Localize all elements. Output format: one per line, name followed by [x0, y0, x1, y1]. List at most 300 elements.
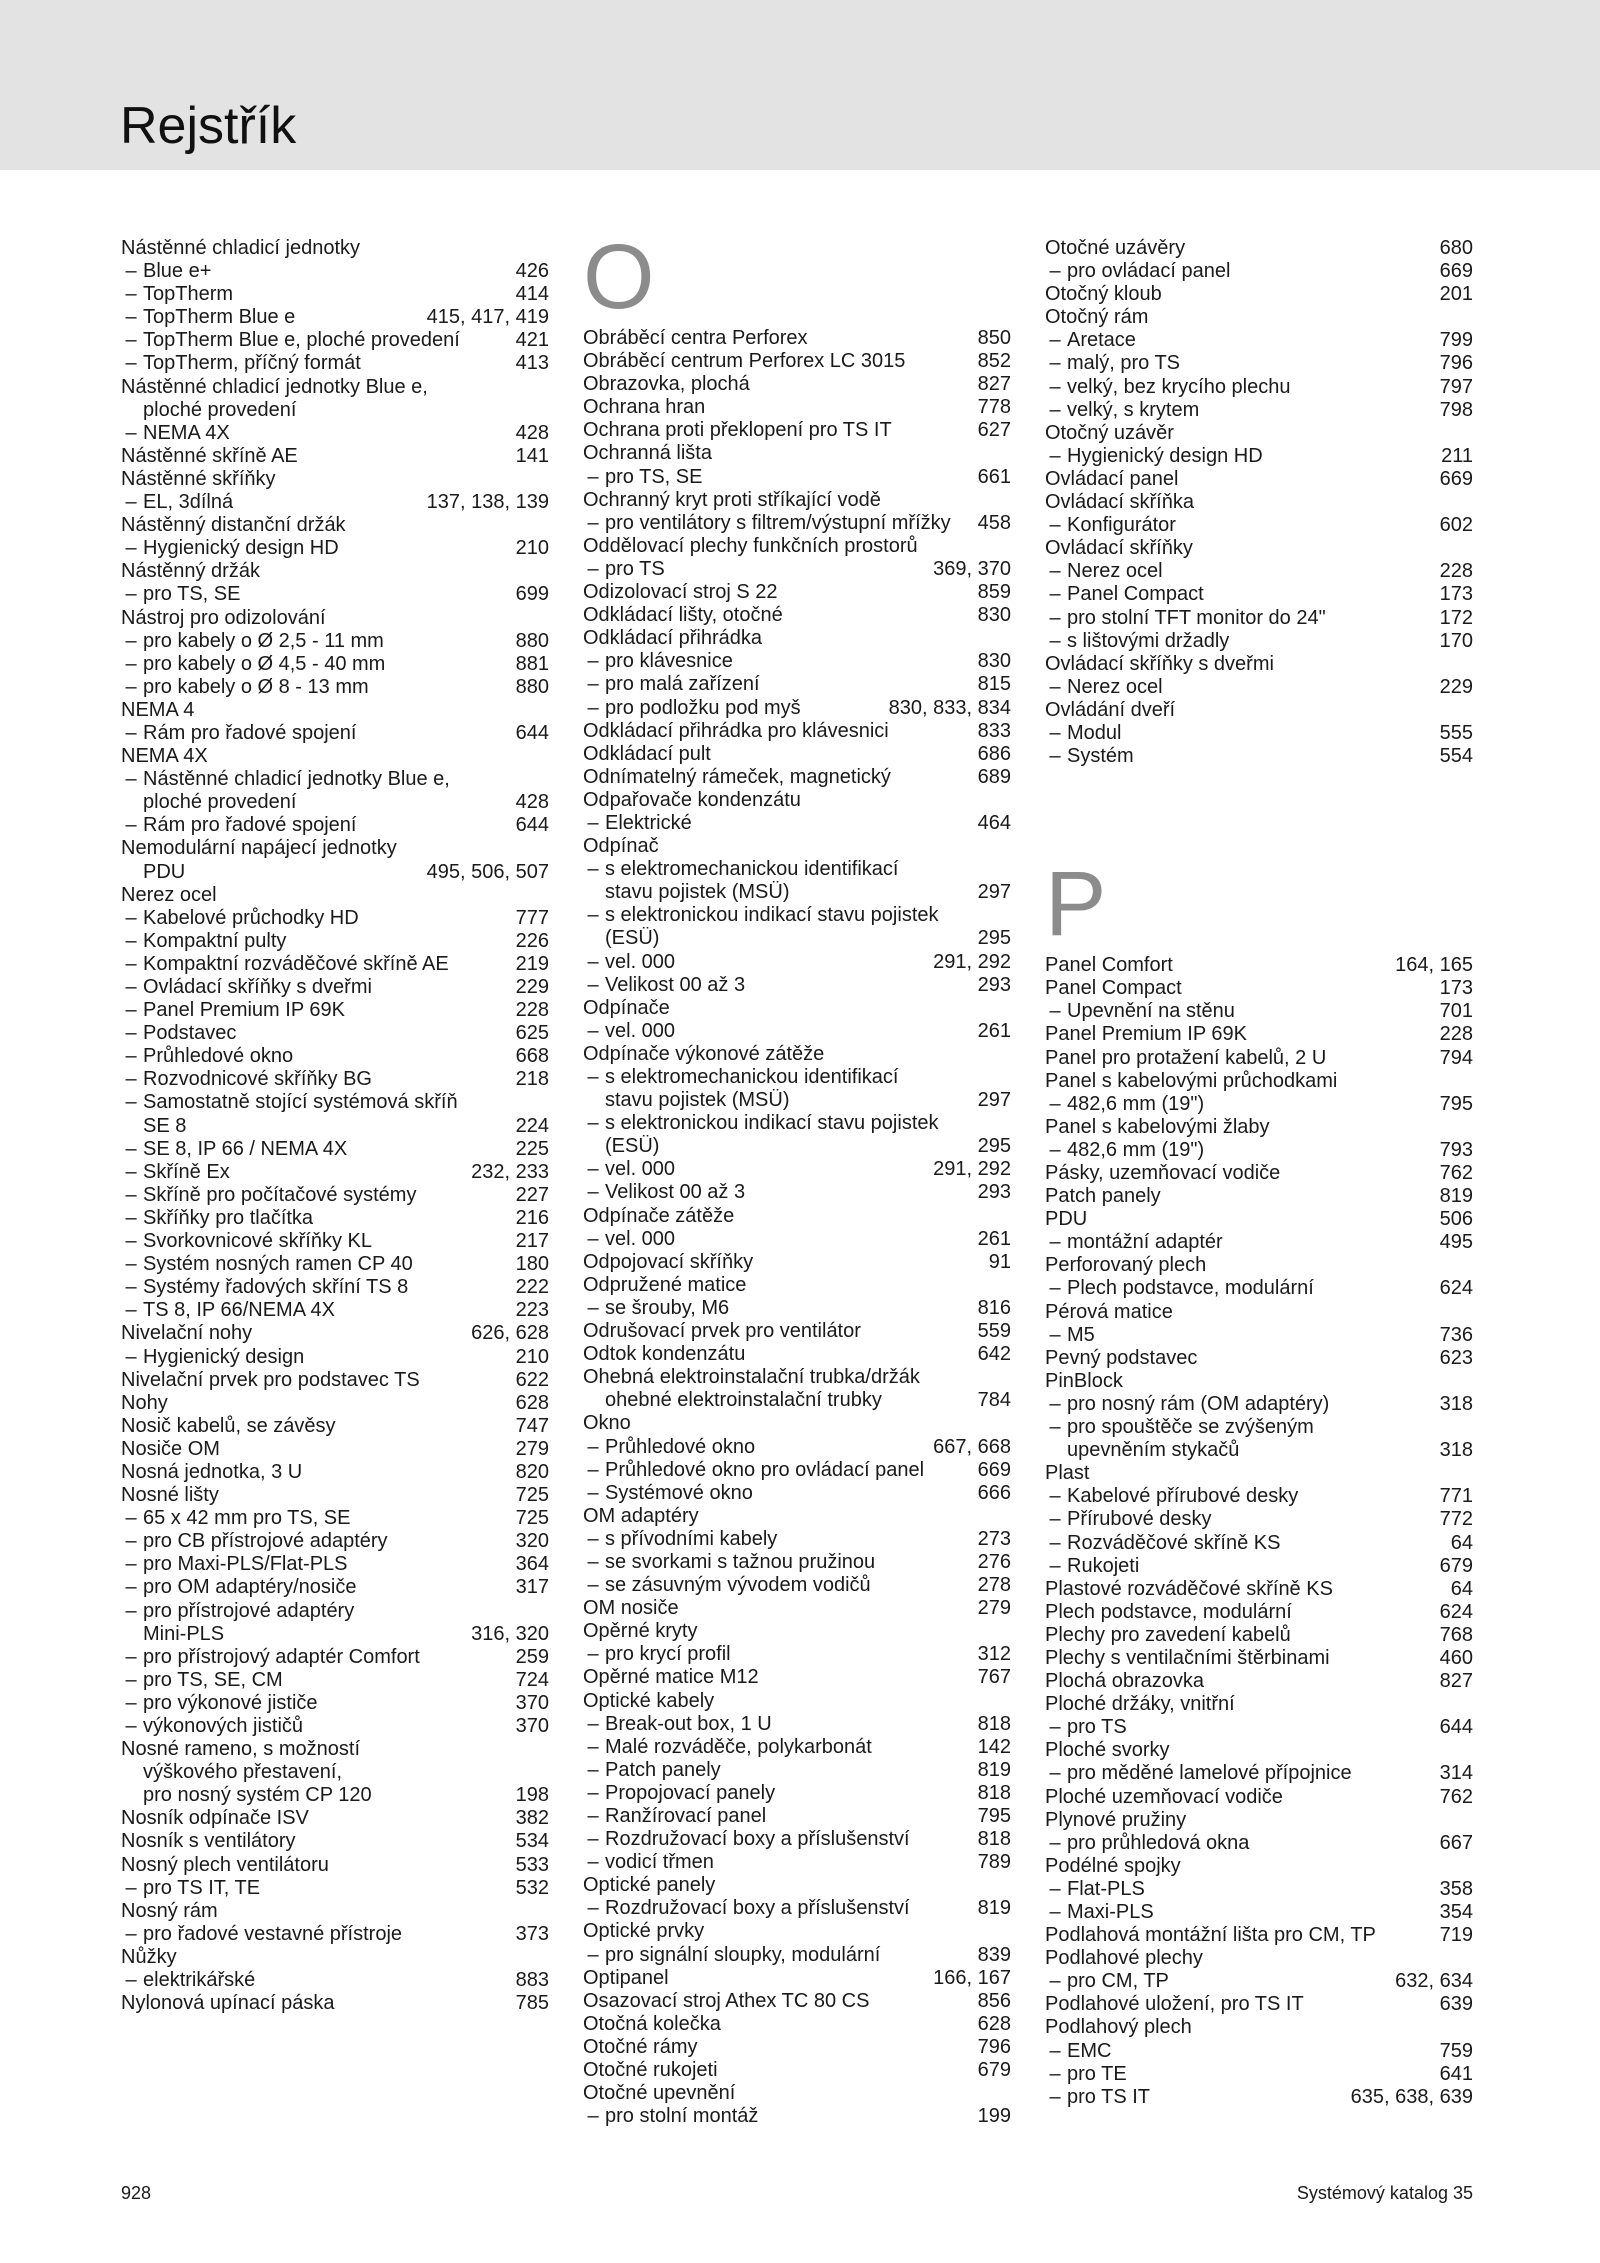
dash-marker: –	[1049, 398, 1061, 421]
index-entry	[121, 1461, 549, 1484]
dash-marker: –	[1049, 1762, 1061, 1785]
entry-pages: 228	[515, 999, 549, 1022]
index-subentry	[121, 630, 549, 653]
entry-pages: 293	[977, 973, 1011, 996]
index-entry	[583, 789, 1011, 812]
entry-pages: 641	[1439, 2062, 1473, 2085]
entry-pages: 796	[977, 2035, 1011, 2058]
dash-marker: –	[1049, 1531, 1061, 1554]
dash-marker: –	[125, 1576, 137, 1599]
dash-marker: –	[125, 1299, 137, 1322]
index-subentry	[583, 1158, 1011, 1181]
index-entry	[1045, 1162, 1473, 1185]
index-subentry	[1045, 607, 1473, 630]
index-subentry	[583, 1066, 1011, 1089]
index-entry	[583, 419, 1011, 442]
entry-term: Podlahová montážní lišta pro CM, TP	[1045, 1924, 1376, 1947]
dash-marker: –	[125, 1969, 137, 1992]
index-subentry	[121, 329, 549, 352]
index-subentry	[1045, 2040, 1473, 2063]
index-subentry	[121, 1115, 549, 1138]
dash-marker: –	[125, 1091, 137, 1114]
entry-term: Optické panely	[583, 1874, 716, 1897]
dash-marker: –	[587, 511, 599, 534]
dash-marker: –	[587, 1851, 599, 1874]
entry-term: Velikost 00 až 3	[605, 973, 746, 996]
index-entry	[121, 1415, 549, 1438]
entry-pages: 173	[1439, 583, 1473, 606]
entry-pages: 317	[515, 1576, 549, 1599]
entry-pages: 852	[977, 350, 1011, 373]
entry-pages: 293	[977, 1181, 1011, 1204]
dash-marker: –	[1049, 2039, 1061, 2062]
entry-pages: 767	[977, 1666, 1011, 1689]
index-entry	[583, 604, 1011, 627]
index-subentry	[121, 768, 549, 791]
index-entry	[583, 373, 1011, 396]
entry-pages: 785	[515, 1992, 549, 2015]
entry-term: (ESÜ)	[605, 1135, 660, 1158]
entry-term: velký, bez krycího plechu	[1067, 375, 1291, 398]
entry-term: Otočné rámy	[583, 2035, 698, 2058]
entry-pages: 370	[515, 1691, 549, 1714]
index-entry	[1045, 1116, 1473, 1139]
index-subentry	[583, 881, 1011, 904]
index-subentry	[121, 814, 549, 837]
entry-pages: 644	[515, 721, 549, 744]
index-entry	[121, 837, 549, 860]
index-subentry	[121, 1184, 549, 1207]
entry-term: Flat-PLS	[1067, 1877, 1145, 1900]
index-entry	[583, 1597, 1011, 1620]
entry-term: Pevný podstavec	[1045, 1346, 1198, 1369]
index-entry	[121, 607, 549, 630]
dash-marker: –	[125, 352, 137, 375]
dash-marker: –	[125, 537, 137, 560]
index-subentry	[1045, 583, 1473, 606]
index-subentry	[583, 951, 1011, 974]
index-subentry	[583, 650, 1011, 673]
dash-marker: –	[1049, 1323, 1061, 1346]
entry-term: pro nosný systém CP 120	[143, 1784, 372, 1807]
entry-pages: 777	[515, 906, 549, 929]
index-subentry	[121, 907, 549, 930]
entry-term: pro klávesnice	[605, 650, 733, 673]
entry-pages: 460	[1439, 1646, 1473, 1669]
entry-term: OM nosiče	[583, 1597, 679, 1620]
dash-marker: –	[1049, 260, 1061, 283]
entry-pages: 816	[977, 1296, 1011, 1319]
entry-term: Ochrana hran	[583, 396, 706, 419]
entry-term: Ploché svorky	[1045, 1739, 1170, 1762]
index-entry	[583, 2059, 1011, 2082]
index-subentry	[121, 976, 549, 999]
entry-term: Nohy	[121, 1391, 168, 1414]
index-subentry	[121, 1299, 549, 1322]
dash-marker: –	[125, 1068, 137, 1091]
dash-marker: –	[125, 1876, 137, 1899]
dash-marker: –	[125, 1553, 137, 1576]
index-subentry	[1045, 1485, 1473, 1508]
index-entry	[583, 489, 1011, 512]
index-entry	[1045, 1924, 1473, 1947]
index-subentry	[1045, 722, 1473, 745]
entry-pages: 622	[515, 1368, 549, 1391]
entry-pages: 632, 634	[1395, 1970, 1473, 1993]
index-subentry	[121, 306, 549, 329]
entry-pages: 173	[1439, 977, 1473, 1000]
dash-marker: –	[125, 283, 137, 306]
entry-term: Rozdružovací boxy a příslušenství	[605, 1828, 910, 1851]
entry-pages: 771	[1439, 1485, 1473, 1508]
index-subentry	[1045, 1762, 1473, 1785]
entry-term: (ESÜ)	[605, 927, 660, 950]
index-entry	[1045, 1670, 1473, 1693]
entry-pages: 170	[1439, 629, 1473, 652]
index-entry	[1045, 1301, 1473, 1324]
entry-pages: 222	[515, 1276, 549, 1299]
index-entry	[583, 442, 1011, 465]
dash-marker: –	[587, 858, 599, 881]
dash-marker: –	[1049, 583, 1061, 606]
entry-term: Ovládací skříňky s dveřmi	[1045, 652, 1274, 675]
entry-term: Odnímatelný rámeček, magnetický	[583, 765, 891, 788]
index-entry	[121, 1392, 549, 1415]
entry-term: Rám pro řadové spojení	[143, 721, 357, 744]
index-entry	[583, 720, 1011, 743]
index-section	[1045, 853, 1473, 2109]
entry-term: Konfigurátor	[1067, 514, 1176, 537]
entry-pages: 373	[515, 1922, 549, 1945]
entry-term: velký, s krytem	[1067, 398, 1200, 421]
entry-pages: 747	[515, 1414, 549, 1437]
entry-pages: 736	[1439, 1323, 1473, 1346]
entry-pages: 555	[1439, 721, 1473, 744]
index-subentry	[121, 1022, 549, 1045]
entry-pages: 291, 292	[933, 1158, 1011, 1181]
index-entry	[121, 1807, 549, 1830]
entry-term: Ochranný kryt proti stříkající vodě	[583, 488, 881, 511]
entry-term: Samostatně stojící systémová skříň	[143, 1091, 458, 1114]
dash-marker: –	[125, 306, 137, 329]
entry-term: Rozvodnicové skříňky BG	[143, 1068, 372, 1091]
entry-pages: 669	[1439, 467, 1473, 490]
index-subentry	[121, 1553, 549, 1576]
index-subentry	[121, 653, 549, 676]
entry-term: Pérová matice	[1045, 1300, 1173, 1323]
index-section	[1045, 237, 1473, 768]
entry-term: TopTherm	[143, 283, 234, 306]
entry-pages: 64	[1450, 1531, 1473, 1554]
entry-term: Nástěnný držák	[121, 560, 260, 583]
index-entry	[583, 1043, 1011, 1066]
entry-pages: 295	[977, 1135, 1011, 1158]
entry-pages: 261	[977, 1019, 1011, 1042]
entry-pages: 883	[515, 1969, 549, 1992]
index-subentry	[583, 1112, 1011, 1135]
entry-pages: 532	[515, 1876, 549, 1899]
index-entry	[121, 468, 549, 491]
entry-pages: 624	[1439, 1600, 1473, 1623]
entry-pages: 772	[1439, 1508, 1473, 1531]
entry-term: Odrušovací prvek pro ventilátor	[583, 1320, 861, 1343]
dash-marker: –	[587, 1296, 599, 1319]
entry-term: Nosné lišty	[121, 1484, 219, 1507]
entry-pages: 839	[977, 1943, 1011, 1966]
index-subentry	[121, 722, 549, 745]
index-entry	[1045, 1993, 1473, 2016]
entry-term: Obráběcí centra Perforex	[583, 327, 808, 349]
entry-term: Otočný uzávěr	[1045, 421, 1174, 444]
index-subentry	[1045, 1139, 1473, 1162]
entry-pages: 228	[1439, 560, 1473, 583]
entry-term: Nosiče OM	[121, 1437, 220, 1460]
entry-term: Plastové rozváděčové skříně KS	[1045, 1577, 1333, 1600]
index-entry	[1045, 1023, 1473, 1046]
entry-pages: 679	[977, 2059, 1011, 2082]
entry-term: Ochrana proti překlopení pro TS IT	[583, 419, 892, 442]
entry-pages: 794	[1439, 1046, 1473, 1069]
entry-term: pro ovládací panel	[1067, 260, 1231, 283]
dash-marker: –	[587, 650, 599, 673]
dash-marker: –	[587, 1112, 599, 1135]
index-subentry	[1045, 1555, 1473, 1578]
dash-marker: –	[125, 721, 137, 744]
entry-term: s přívodními kabely	[605, 1527, 778, 1550]
index-subentry	[1045, 1393, 1473, 1416]
entry-pages: 818	[977, 1712, 1011, 1735]
index-subentry	[1045, 260, 1473, 283]
entry-term: Nivelační nohy	[121, 1322, 253, 1345]
dash-marker: –	[1049, 629, 1061, 652]
entry-term: montážní adaptér	[1067, 1231, 1223, 1254]
entry-pages: 421	[515, 329, 549, 352]
entry-term: Nástěnné chladicí jednotky	[121, 237, 361, 259]
index-subentry	[1045, 514, 1473, 537]
entry-term: s elektromechanickou identifikací	[605, 858, 899, 881]
index-entry	[121, 560, 549, 583]
entry-term: Podlahové uložení, pro TS IT	[1045, 1993, 1304, 2016]
entry-term: pro Maxi-PLS/Flat-PLS	[143, 1553, 348, 1576]
index-subentry	[121, 260, 549, 283]
entry-pages: 291, 292	[933, 950, 1011, 973]
entry-pages: 295	[977, 927, 1011, 950]
entry-term: Otočné uzávěry	[1045, 237, 1186, 259]
entry-term: Nůžky	[121, 1945, 177, 1968]
dash-marker: –	[587, 1019, 599, 1042]
index-entry	[583, 1874, 1011, 1897]
entry-pages: 624	[1439, 1277, 1473, 1300]
entry-term: Systémové okno	[605, 1481, 753, 1504]
entry-term: Okno	[583, 1412, 631, 1435]
index-column-2	[583, 226, 1011, 2128]
entry-pages: 724	[515, 1668, 549, 1691]
index-entry	[1045, 1047, 1473, 1070]
dash-marker: –	[587, 1943, 599, 1966]
index-subentry	[121, 1138, 549, 1161]
entry-pages: 91	[988, 1250, 1011, 1273]
entry-pages: 819	[1439, 1185, 1473, 1208]
entry-term: Plynové pružiny	[1045, 1808, 1187, 1831]
dash-marker: –	[125, 1530, 137, 1553]
index-subentry	[121, 676, 549, 699]
index-entry	[1045, 1786, 1473, 1809]
index-subentry	[1045, 352, 1473, 375]
entry-pages: 818	[977, 1781, 1011, 1804]
index-subentry	[583, 1297, 1011, 1320]
entry-pages: 316, 320	[471, 1622, 549, 1645]
index-subentry	[121, 1230, 549, 1253]
entry-pages: 850	[977, 327, 1011, 349]
entry-term: Podstavec	[143, 1022, 237, 1045]
entry-term: Osazovací stroj Athex TC 80 CS	[583, 1989, 870, 2012]
entry-term: výškového přestavení,	[143, 1761, 342, 1784]
entry-pages: 276	[977, 1550, 1011, 1573]
dash-marker: –	[125, 1645, 137, 1668]
index-entry	[121, 1854, 549, 1877]
entry-term: PDU	[143, 860, 186, 883]
entry-pages: 142	[977, 1735, 1011, 1758]
index-entry	[121, 745, 549, 768]
dash-marker: –	[587, 1527, 599, 1550]
entry-term: Obrazovka, plochá	[583, 373, 750, 396]
index-subentry	[583, 1851, 1011, 1874]
dash-marker: –	[587, 1227, 599, 1250]
dash-marker: –	[587, 1781, 599, 1804]
entry-pages: 297	[977, 1089, 1011, 1112]
index-subentry	[583, 1389, 1011, 1412]
entry-pages: 166, 167	[933, 1966, 1011, 1989]
entry-pages: 666	[977, 1481, 1011, 1504]
entry-term: upevněním stykačů	[1067, 1439, 1240, 1462]
index-entry	[1045, 1578, 1473, 1601]
index-subentry	[121, 399, 549, 422]
entry-term: Odkládací přihrádka	[583, 627, 762, 650]
dash-marker: –	[1049, 375, 1061, 398]
entry-term: s elektromechanickou identifikací	[605, 1066, 899, 1088]
entry-term: Skříňky pro tlačítka	[143, 1206, 314, 1229]
entry-pages: 819	[977, 1758, 1011, 1781]
entry-term: Nosný plech ventilátoru	[121, 1853, 329, 1876]
index-subentry	[583, 812, 1011, 835]
entry-pages: 559	[977, 1320, 1011, 1343]
dash-marker: –	[587, 673, 599, 696]
entry-pages: 506	[1439, 1208, 1473, 1231]
index-subentry	[1045, 1000, 1473, 1023]
entry-pages: 820	[515, 1460, 549, 1483]
index-subentry	[1045, 676, 1473, 699]
entry-term: Plast	[1045, 1462, 1090, 1485]
entry-term: Podlahový plech	[1045, 2016, 1192, 2039]
entry-pages: 798	[1439, 398, 1473, 421]
entry-term: NEMA 4X	[121, 745, 208, 768]
index-subentry	[583, 858, 1011, 881]
entry-term: pro malá zařízení	[605, 673, 760, 696]
index-entry	[583, 535, 1011, 558]
entry-term: Panel Premium IP 69K	[143, 999, 345, 1022]
entry-pages: 881	[515, 652, 549, 675]
index-subentry	[583, 1782, 1011, 1805]
entry-term: pro měděné lamelové přípojnice	[1067, 1762, 1352, 1785]
index-subentry	[121, 537, 549, 560]
entry-pages: 364	[515, 1553, 549, 1576]
dash-marker: –	[1049, 1716, 1061, 1739]
entry-term: Hygienický design HD	[1067, 444, 1263, 467]
dash-marker: –	[125, 629, 137, 652]
index-entry	[583, 1343, 1011, 1366]
index-subentry	[583, 1020, 1011, 1043]
index-subentry	[121, 1646, 549, 1669]
entry-pages: 795	[977, 1805, 1011, 1827]
entry-term: Otočný rám	[1045, 306, 1149, 329]
entry-term: pro TS	[605, 557, 665, 580]
dash-marker: –	[125, 1507, 137, 1530]
entry-term: Ranžírovací panel	[605, 1805, 767, 1827]
index-subentry	[1045, 560, 1473, 583]
index-entry	[583, 835, 1011, 858]
entry-pages: 320	[515, 1530, 549, 1553]
index-subentry	[121, 999, 549, 1022]
entry-pages: 369, 370	[933, 557, 1011, 580]
index-entry	[583, 1412, 1011, 1435]
index-subentry	[1045, 1970, 1473, 1993]
entry-term: Nosná jednotka, 3 U	[121, 1460, 303, 1483]
entry-pages: 180	[515, 1253, 549, 1276]
dash-marker: –	[125, 491, 137, 514]
index-subentry	[583, 904, 1011, 927]
dash-marker: –	[587, 1158, 599, 1181]
entry-pages: 297	[977, 881, 1011, 904]
index-entry	[583, 1620, 1011, 1643]
index-entry	[121, 884, 549, 907]
entry-pages: 699	[515, 583, 549, 606]
index-entry	[583, 1505, 1011, 1528]
dash-marker: –	[587, 1550, 599, 1573]
entry-term: pro TS	[1067, 1716, 1127, 1739]
entry-pages: 229	[515, 976, 549, 998]
entry-term: pro CB přístrojové adaptéry	[143, 1530, 388, 1553]
index-subentry	[121, 1068, 549, 1091]
index-subentry	[1045, 2086, 1473, 2109]
dash-marker: –	[1049, 1554, 1061, 1577]
index-subentry	[121, 1877, 549, 1900]
page-title: Rejstřík	[120, 97, 297, 155]
entry-term: vodicí třmen	[605, 1851, 714, 1874]
index-subentry	[583, 1459, 1011, 1482]
entry-pages: 819	[977, 1897, 1011, 1920]
index-subentry	[121, 1692, 549, 1715]
dash-marker: –	[587, 1805, 599, 1827]
entry-pages: 279	[977, 1597, 1011, 1620]
entry-pages: 689	[977, 765, 1011, 788]
index-entry	[1045, 1855, 1473, 1878]
entry-term: pro průhledová okna	[1067, 1831, 1250, 1854]
entry-term: pro kabely o Ø 8 - 13 mm	[143, 675, 369, 698]
entry-term: Nerez ocel	[1067, 675, 1163, 698]
entry-pages: 533	[515, 1853, 549, 1876]
entry-pages: 211	[1441, 444, 1473, 467]
entry-term: NEMA 4X	[143, 421, 230, 444]
index-subentry	[583, 673, 1011, 696]
entry-pages: 223	[515, 1299, 549, 1322]
entry-term: Skříně pro počítačové systémy	[143, 1183, 417, 1206]
entry-term: Optipanel	[583, 1966, 669, 1989]
index-subentry	[121, 1091, 549, 1114]
entry-term: vel. 000	[605, 1158, 676, 1181]
dash-marker: –	[1049, 1416, 1061, 1439]
dash-marker: –	[587, 1735, 599, 1758]
index-subentry	[1045, 1231, 1473, 1254]
